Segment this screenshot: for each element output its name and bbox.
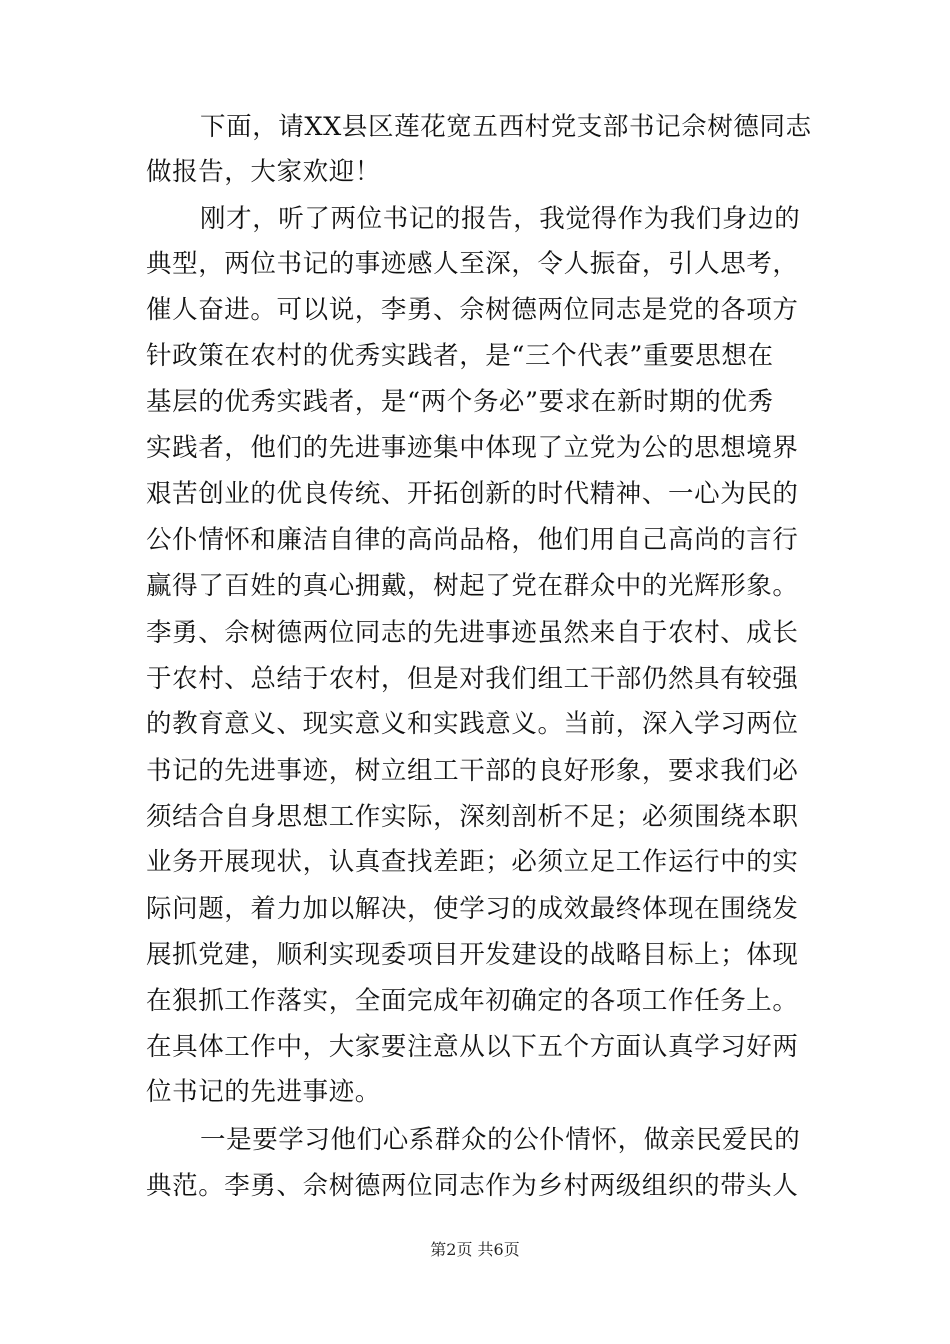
text-line: 做报告，大家欢迎！ xyxy=(146,157,381,187)
page-footer: 第2页 共6页 xyxy=(430,1240,520,1259)
text-line: 在狠抓工作落实，全面完成年初确定的各项工作任务上。 xyxy=(146,986,799,1016)
text-line: 一是要学习他们心系群众的公仆情怀，做亲民爱民的 xyxy=(200,1125,801,1155)
text-line: 针政策在农村的优秀实践者，是“三个代表”重要思想在 xyxy=(146,341,774,371)
text-line: 于农村、总结于农村，但是对我们组工干部仍然具有较强 xyxy=(146,664,799,694)
text-line: 业务开展现状，认真查找差距；必须立足工作运行中的实 xyxy=(146,847,799,877)
text-line: 刚才，听了两位书记的报告，我觉得作为我们身边的 xyxy=(200,204,801,234)
text-line: 展抓党建，顺利实现委项目开发建设的战略目标上；体现 xyxy=(146,940,799,970)
text-line: 艰苦创业的优良传统、开拓创新的时代精神、一心为民的 xyxy=(146,479,799,509)
text-line: 催人奋进。可以说，李勇、佘树德两位同志是党的各项方 xyxy=(146,295,799,325)
text-line: 位书记的先进事迹。 xyxy=(146,1077,381,1107)
text-line: 赢得了百姓的真心拥戴，树起了党在群众中的光辉形象。 xyxy=(146,571,799,601)
text-line: 李勇、佘树德两位同志的先进事迹虽然来自于农村、成长 xyxy=(146,618,799,648)
text-line: 基层的优秀实践者，是“两个务必”要求在新时期的优秀 xyxy=(146,387,774,417)
text-line: 的教育意义、现实意义和实践意义。当前，深入学习两位 xyxy=(146,709,799,739)
text-line: 在具体工作中，大家要注意从以下五个方面认真学习好两 xyxy=(146,1032,799,1062)
text-line: 书记的先进事迹，树立组工干部的良好形象，要求我们必 xyxy=(146,756,799,786)
text-line: 际问题，着力加以解决，使学习的成效最终体现在围绕发 xyxy=(146,894,799,924)
text-line: 公仆情怀和廉洁自律的高尚品格，他们用自己高尚的言行 xyxy=(146,525,799,555)
text-line: 实践者，他们的先进事迹集中体现了立党为公的思想境界 xyxy=(146,433,799,463)
text-line: 须结合自身思想工作实际，深刻剖析不足；必须围绕本职 xyxy=(146,802,799,832)
text-line: 下面，请XX县区莲花宽五西村党支部书记佘树德同志 xyxy=(200,112,812,142)
text-line: 典型，两位书记的事迹感人至深，令人振奋，引人思考， xyxy=(146,249,799,279)
text-line: 典范。李勇、佘树德两位同志作为乡村两级组织的带头人 xyxy=(146,1171,799,1201)
